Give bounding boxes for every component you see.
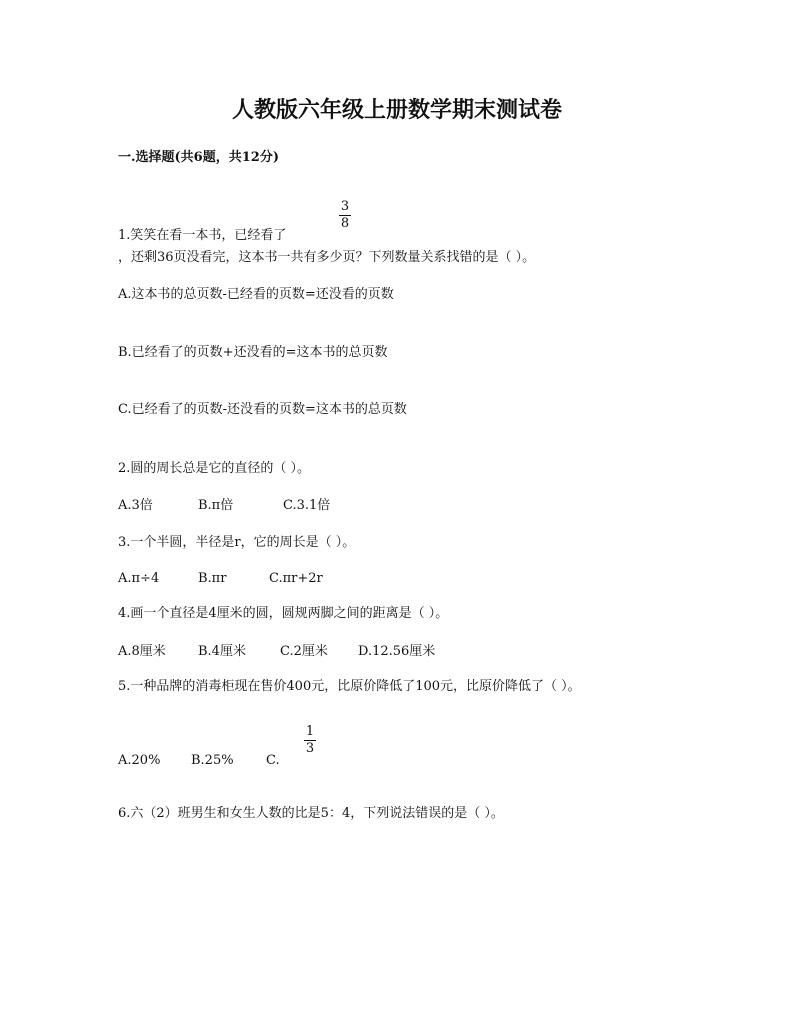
q2-option-c: C.3.1倍 [283, 498, 331, 513]
q4-option-c: C.2厘米 [280, 644, 328, 659]
q1-stem-part2: ，还剩36页没看完，这本书一共有多少页？下列数量关系找错的是（ ）。 [118, 250, 536, 265]
q3-option-b: B.πr [198, 571, 227, 586]
q1-option-b: B.已经看了的页数+还没看的=这本书的总页数 [118, 345, 388, 360]
q5-fraction-denominator: 3 [305, 741, 315, 756]
q1-fraction-numerator: 3 [340, 199, 350, 214]
q1-option-c: C.已经看了的页数-还没看的页数=这本书的总页数 [118, 402, 407, 417]
q3-option-c: C.πr+2r [269, 571, 323, 586]
q4-option-a: A.8厘米 [118, 644, 166, 659]
q2-stem: 2.圆的周长总是它的直径的（ ）。 [118, 461, 311, 476]
q2-option-b: B.π倍 [198, 498, 234, 513]
q5-fraction-numerator: 1 [305, 724, 315, 739]
page-title: 人教版六年级上册数学期末测试卷 [231, 97, 562, 123]
q5-option-a: A.20% [118, 753, 161, 768]
q1-fraction-denominator: 8 [340, 216, 350, 231]
q4-option-b: B.4厘米 [198, 644, 246, 659]
q6-stem: 6.六（2）班男生和女生人数的比是5：4，下列说法错误的是（ ）。 [118, 806, 504, 821]
q4-option-d: D.12.56厘米 [358, 644, 436, 659]
q5-option-b: B.25% [191, 753, 234, 768]
q2-option-a: A.3倍 [118, 498, 153, 513]
q4-stem: 4.画一个直径是4厘米的圆，圆规两脚之间的距离是（ ）。 [118, 606, 449, 621]
q1-option-a: A.这本书的总页数-已经看的页数=还没看的页数 [118, 287, 394, 302]
q3-stem: 3.一个半圆，半径是r，它的周长是（ ）。 [118, 535, 356, 550]
q1-stem-part1: 1.笑笑在看一本书，已经看了 [118, 228, 287, 243]
q3-option-a: A.π÷4 [118, 571, 160, 586]
q1-fraction [335, 200, 355, 231]
q5-stem: 5.一种品牌的消毒柜现在售价400元，比原价降低了100元，比原价降低了（ ）。 [118, 679, 581, 694]
q5-option-c: C. [266, 753, 280, 768]
section-heading: 一.选择题(共6题，共12分) [118, 150, 279, 165]
q5-fraction [300, 725, 320, 756]
